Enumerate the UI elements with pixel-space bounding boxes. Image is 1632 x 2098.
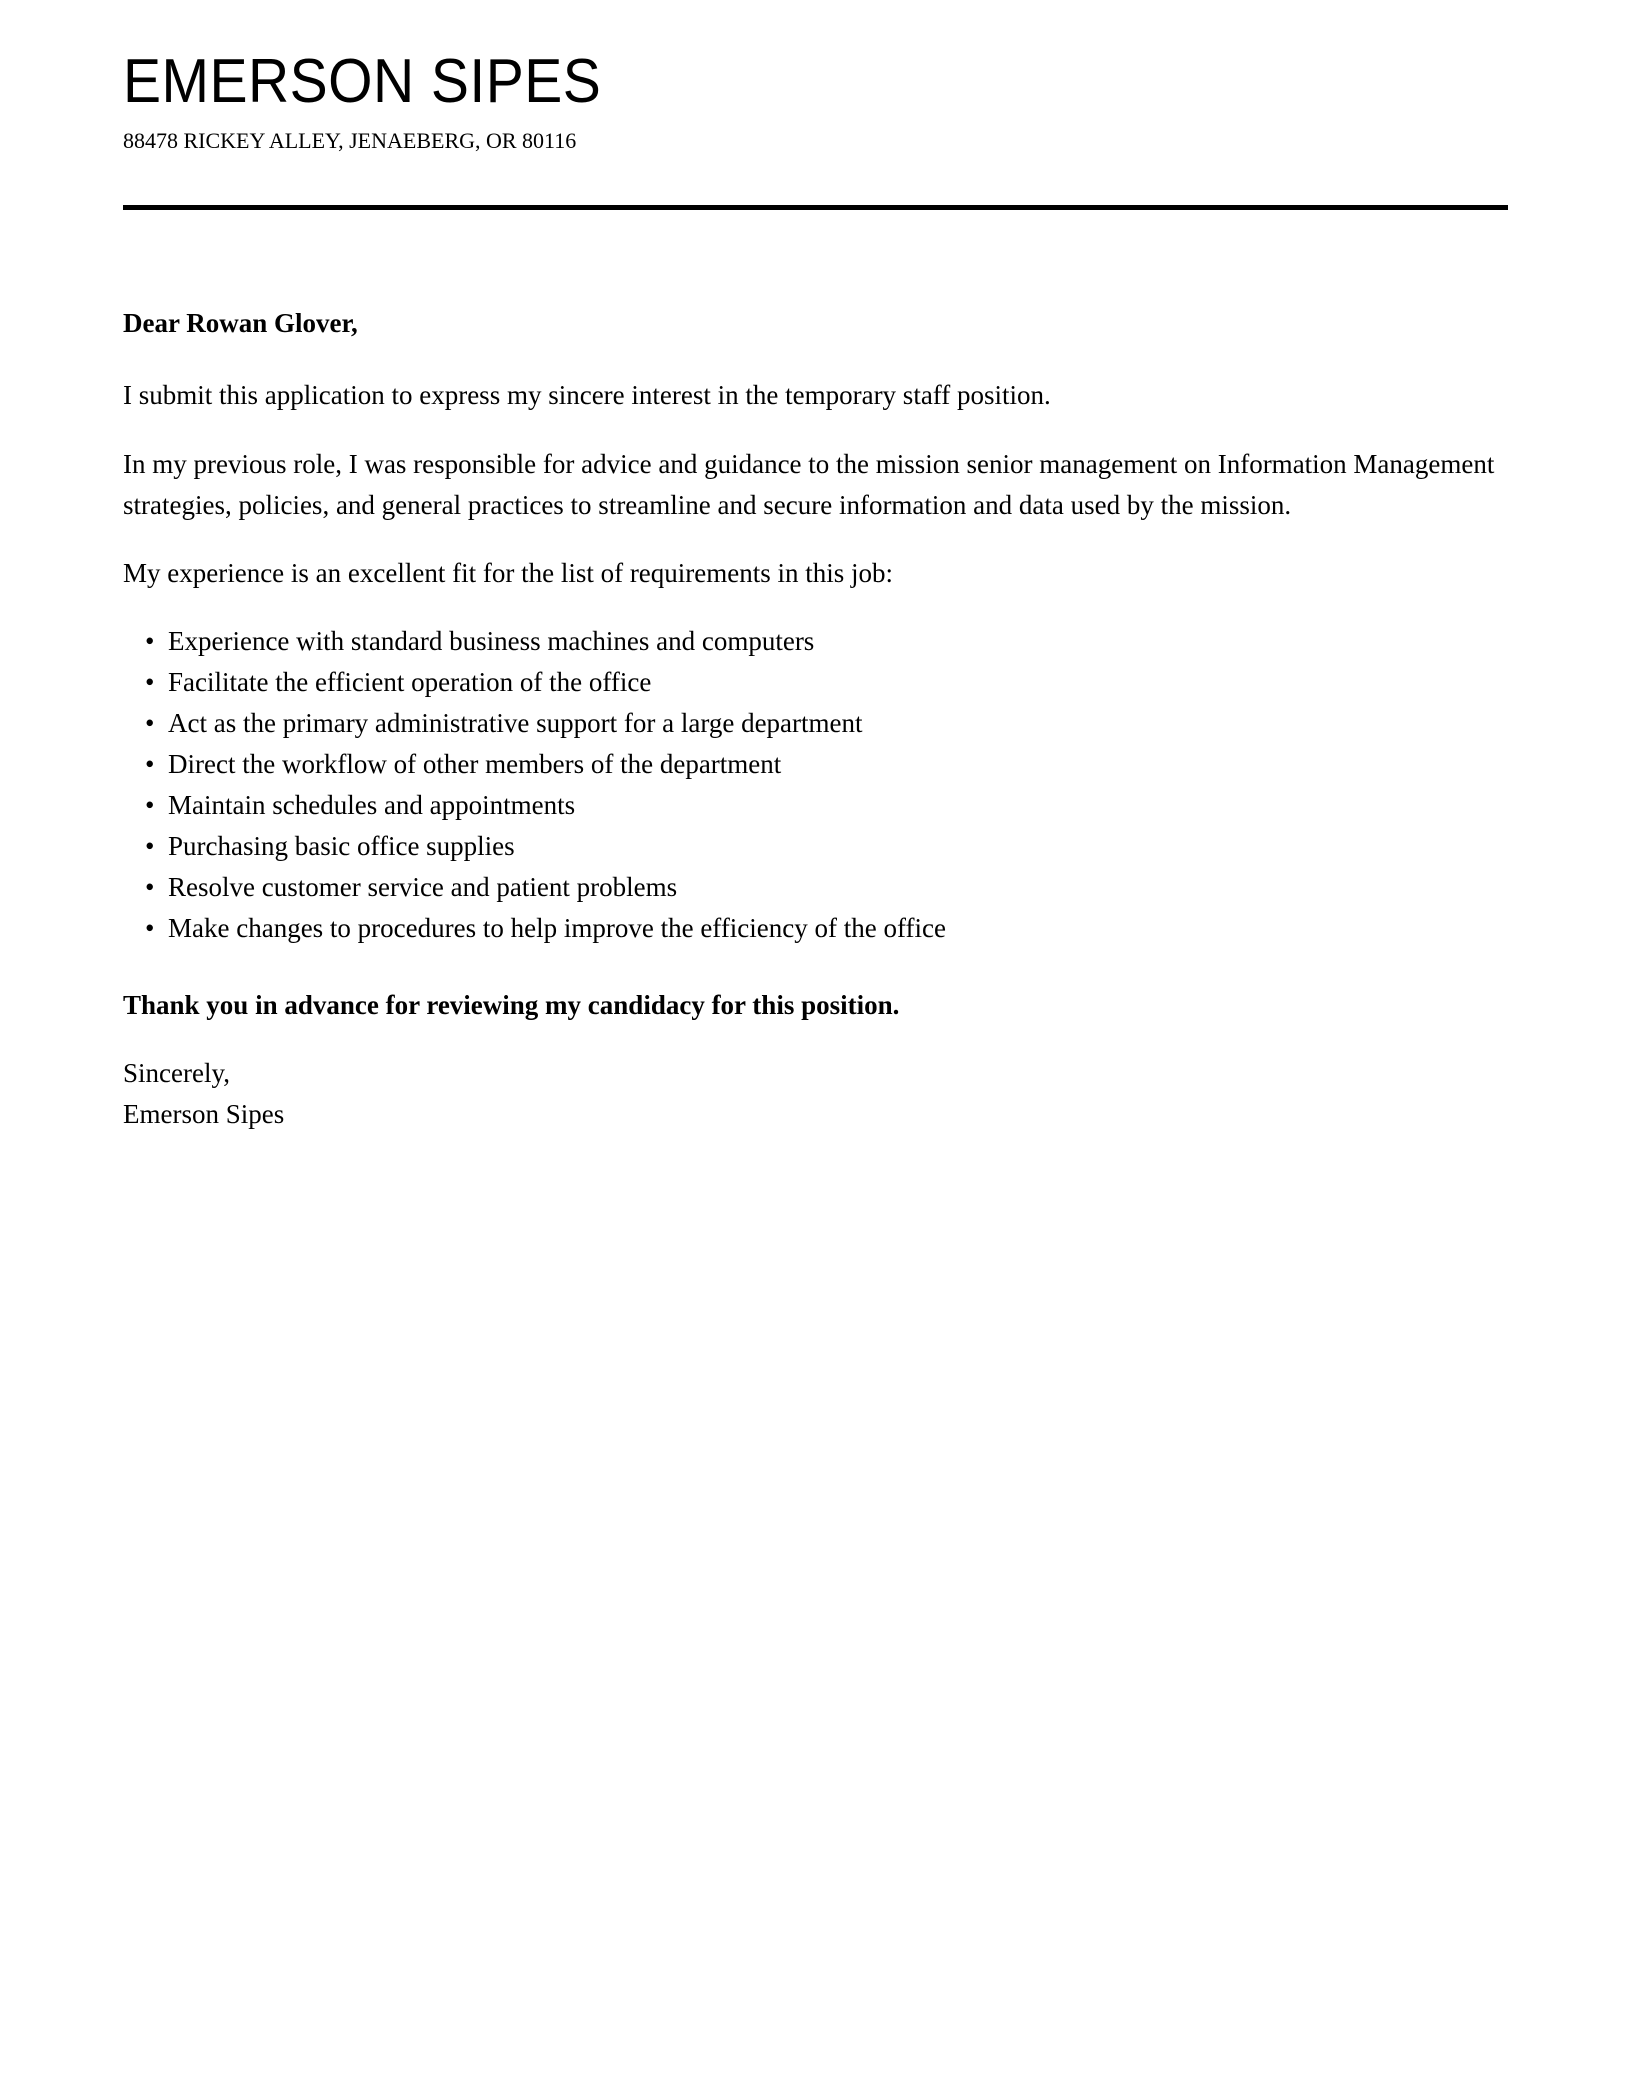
- salutation: Dear Rowan Glover,: [123, 308, 358, 338]
- bullet-icon: •: [145, 913, 155, 943]
- signature-block: [123, 1053, 1508, 1135]
- list-item: [123, 703, 1508, 744]
- bullet-icon: •: [145, 626, 155, 656]
- list-item: [123, 785, 1508, 826]
- experience-paragraph: In my previous role, I was responsible for advice and guidance to the mission senior management on Information Management strategies, policies, and general practices to streamline and secure information and data used by the mission.: [123, 449, 1495, 520]
- list-lead-in: My experience is an excellent fit for the list of requirements in this job:: [123, 558, 894, 588]
- list-item-label: Maintain schedules and appointments: [168, 790, 576, 820]
- bullet-icon: •: [145, 708, 155, 738]
- closing-statement: Thank you in advance for reviewing my candidacy for this position.: [123, 990, 900, 1020]
- list-item-label: Facilitate the efficient operation of the office: [168, 667, 652, 697]
- list-item: [123, 826, 1508, 867]
- bullet-icon: •: [145, 667, 155, 697]
- list-item: [123, 908, 1508, 949]
- letter-body: [123, 305, 1508, 1135]
- list-item-label: Purchasing basic office supplies: [168, 831, 515, 861]
- header-divider: [123, 205, 1508, 210]
- list-item-label: Resolve customer service and patient problems: [168, 872, 678, 902]
- intro-paragraph: I submit this application to express my sincere interest in the temporary staff position.: [123, 380, 1051, 410]
- list-item-label: Experience with standard business machines and computers: [168, 626, 815, 656]
- address-line: 88478 RICKEY ALLEY, JENAEBERG, OR 80116: [123, 128, 577, 153]
- list-item: [123, 621, 1508, 662]
- signoff-name: Emerson Sipes: [123, 1099, 285, 1129]
- list-item: [123, 662, 1508, 703]
- bullet-icon: •: [145, 790, 155, 820]
- bullet-icon: •: [145, 749, 155, 779]
- letterhead: [123, 48, 1508, 156]
- page-title: EMERSON SIPES: [123, 47, 602, 116]
- signoff-closing: Sincerely,: [123, 1058, 230, 1088]
- list-item-label: Direct the workflow of other members of the department: [168, 749, 782, 779]
- bullet-icon: •: [145, 872, 155, 902]
- list-item: [123, 867, 1508, 908]
- list-item-label: Make changes to procedures to help improve the efficiency of the office: [168, 913, 946, 943]
- list-item: [123, 744, 1508, 785]
- requirements-list: [123, 621, 1508, 949]
- list-item-label: Act as the primary administrative support for a large department: [168, 708, 863, 738]
- bullet-icon: •: [145, 831, 155, 861]
